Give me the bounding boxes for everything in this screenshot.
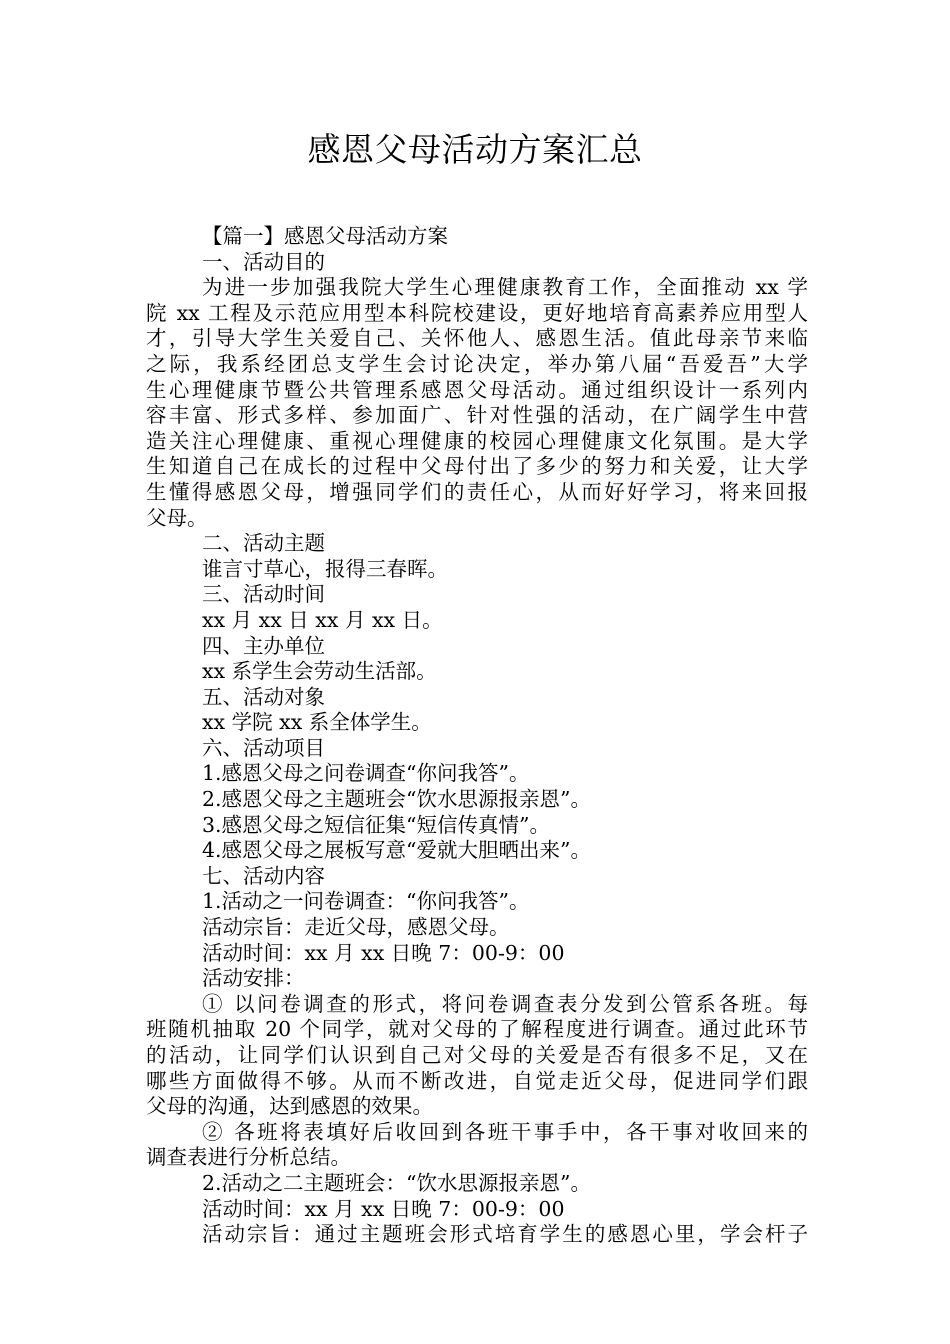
text-line: 【篇一】感恩父母活动方案	[202, 224, 448, 248]
text-line: 活动时间：xx 月 xx 日晚 7：00-9：00	[202, 940, 565, 965]
text-line: 之际，我系经团总支学生会讨论决定，举办第八届“吾爱吾”大学	[146, 351, 808, 376]
text-line: 六、活动项目	[202, 735, 325, 760]
text-line: 活动宗旨：走近父母，感恩父母。	[202, 915, 510, 940]
text-line: xx 月 xx 日 xx 月 xx 日。	[202, 607, 443, 632]
document-title: 感恩父母活动方案汇总	[307, 130, 643, 169]
text-line: 父母。	[146, 505, 208, 530]
text-line: ② 各班将表填好后收回到各班干事手中，各干事对收回来的	[202, 1119, 808, 1144]
text-line: 调查表进行分析总结。	[146, 1145, 351, 1170]
text-line: 生心理健康节暨公共管理系感恩父母活动。通过组织设计一系列内	[146, 377, 808, 402]
text-line: 1.感恩父母之问卷调查“你问我答”。	[202, 761, 530, 786]
text-line: 容丰富、形式多样、参加面广、针对性强的活动，在广阔学生中营	[146, 403, 808, 428]
text-line: 五、活动对象	[202, 684, 325, 709]
text-line: 3.感恩父母之短信征集“短信传真情”。	[202, 812, 551, 837]
text-line: 二、活动主题	[202, 531, 325, 556]
text-line: 2.活动之二主题班会：“饮水思源报亲恩”。	[202, 1170, 592, 1195]
text-line: 4.感恩父母之展板写意“爱就大胆晒出来”。	[202, 838, 592, 863]
text-line: 父母的沟通，达到感恩的效果。	[146, 1094, 433, 1119]
text-line: 活动时间：xx 月 xx 日晚 7：00-9：00	[202, 1196, 565, 1221]
text-line: 活动宗旨：通过主题班会形式培育学生的感恩心里，学会杆子	[202, 1222, 808, 1247]
text-line: 四、主办单位	[202, 633, 325, 658]
text-line: 生懂得感恩父母，增强同学们的责任心，从而好好学习，将来回报	[146, 479, 808, 504]
text-line: 谁言寸草心，报得三春晖。	[202, 556, 448, 581]
text-line: 三、活动时间	[202, 582, 325, 607]
text-line: 院 xx 工程及示范应用型本科院校建设，更好地培育高素养应用型人	[146, 300, 808, 325]
text-line: 2.感恩父母之主题班会“饮水思源报亲恩”。	[202, 787, 592, 812]
text-line: 的活动，让同学们认识到自己对父母的关爱是否有很多不足，又在	[146, 1043, 808, 1067]
text-line: xx 系学生会劳动生活部。	[202, 659, 437, 684]
text-line: 才，引导大学生关爱自己、关怀他人、感恩生活。值此母亲节来临	[146, 326, 808, 351]
text-line: 班随机抽取 20 个同学，就对父母的了解程度进行调查。通过此环节	[146, 1017, 808, 1042]
text-line: 七、活动内容	[202, 863, 325, 888]
text-line: 哪些方面做得不够。从而不断改进，自觉走近父母，促进同学们跟	[146, 1068, 808, 1093]
text-line: 生知道自己在成长的过程中父母付出了多少的努力和关爱，让大学	[146, 454, 808, 479]
document-body	[146, 224, 808, 1248]
text-line: ① 以问卷调查的形式，将问卷调查表分发到公管系各班。每	[202, 991, 808, 1016]
text-line: xx 学院 xx 系全体学生。	[202, 710, 432, 735]
text-line: 活动安排：	[202, 966, 305, 991]
text-line: 1.活动之一问卷调查：“你问我答”。	[202, 889, 530, 914]
text-line: 为进一步加强我院大学生心理健康教育工作，全面推动 xx 学	[202, 275, 808, 300]
text-line: 一、活动目的	[202, 249, 325, 274]
text-line: 造关注心理健康、重视心理健康的校园心理健康文化氛围。是大学	[146, 428, 808, 453]
